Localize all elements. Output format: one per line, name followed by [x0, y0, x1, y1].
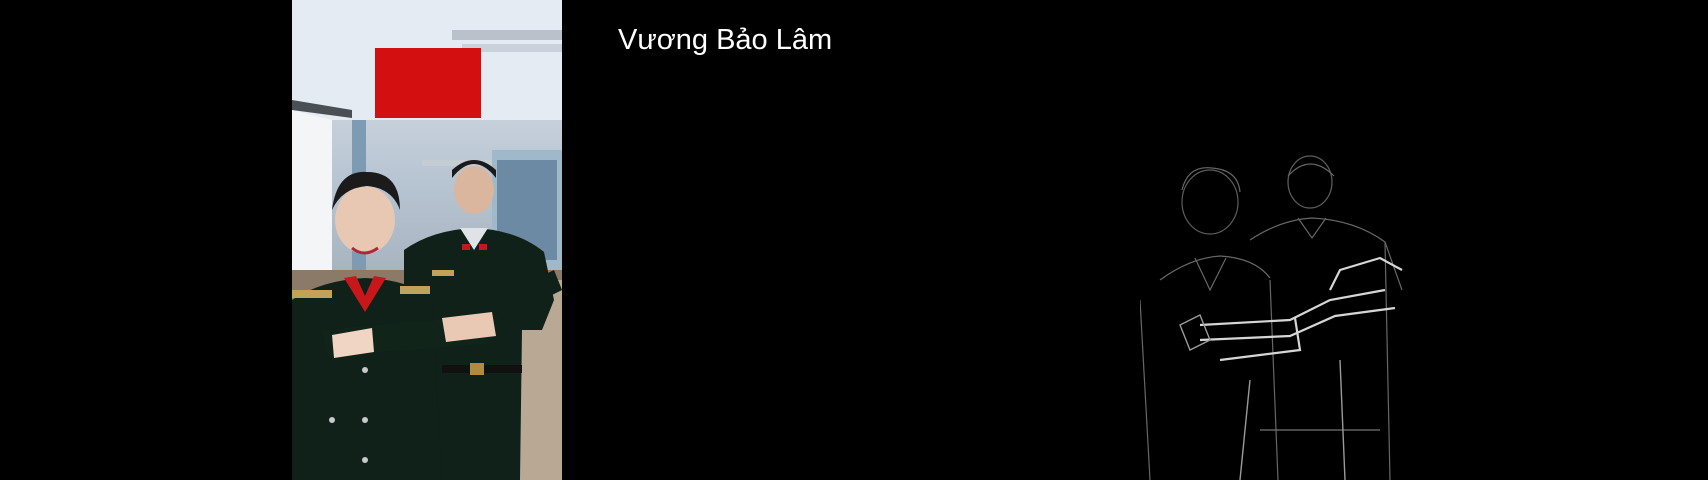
- person-name-label: Vương Bảo Lâm: [618, 24, 833, 56]
- camera-feed: [292, 0, 562, 480]
- red-marker-box: [375, 48, 481, 118]
- arm-edges: [1200, 258, 1402, 360]
- edge-detection-view: [1140, 140, 1420, 480]
